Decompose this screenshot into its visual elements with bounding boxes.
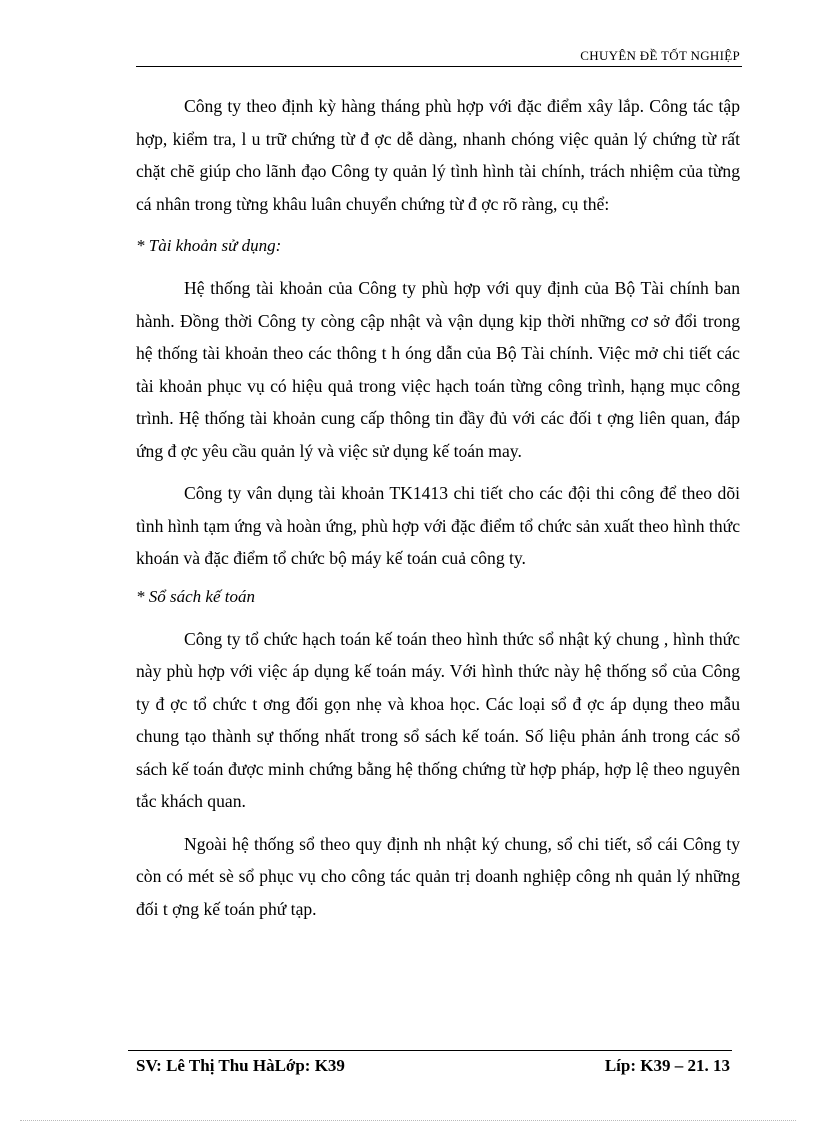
header-title: CHUYÊN ĐỀ TỐT NGHIỆP [580, 48, 740, 63]
page-bottom-dotted-border [20, 1120, 796, 1121]
footer-class: Líp: K39 – 21. 13 [604, 1056, 730, 1075]
paragraph-1: Công ty theo định kỳ hàng tháng phù hợp với đặc điểm xây lắp. Công tác tập hợp, kiểm tra, l u trữ chứng từ đ ợc dễ dàng, nhanh chóng việc quản lý chứng từ rất chặt chẽ giúp cho lãnh đạo Công ty quản lý tình hình tài chính, trách nhiệm của từng cá nhân trong từng khâu luân chuyển chứng từ đ ợc rõ ràng, cụ thể: [136, 96, 740, 214]
heading-accounts: * Tài khoản sử dụng: [136, 236, 282, 255]
footer-rule [128, 1050, 732, 1051]
paragraph-5: Ngoài hệ thống sổ theo quy định nh nhật ký chung, sổ chi tiết, sổ cái Công ty còn có mét sè sổ phục vụ cho công tác quản trị doanh nghiệp công nh quản lý những đối t ợng kế toán phứ tạp. [136, 833, 740, 919]
paragraph-4: Công ty tổ chức hạch toán kế toán theo hình thức sổ nhật ký chung , hình thức này phù hợp với việc áp dụng kế toán máy. Với hình thức này hệ thống sổ của Công ty đ ợc tổ chức t ơng đối gọn nhẹ và khoa học. Các loại sổ đ ợc áp dụng theo mẫu chung tạo thành sự thống nhất trong sổ sách kế toán. Số liệu phản ánh trong các sổ sách kế toán được minh chứng bằng hệ thống chứng từ hợp pháp, hợp lệ theo nguyên tắc khách quan. [136, 628, 740, 811]
paragraph-2: Hệ thống tài khoản của Công ty phù hợp với quy định của Bộ Tài chính ban hành. Đồng thời Công ty còng cập nhật và vận dụng kịp thời những cơ sở đổi trong hệ thống tài khoản theo các thông t h óng dẫn của Bộ Tài chính. Việc mở chi tiết các tài khoản phục vụ có hiệu quả trong việc hạch toán từng công trình, hạng mục công trình. Hệ thống tài khoản cung cấp thông tin đầy đủ với các đối t ợng liên quan, đáp ứng đ ợc yêu cầu quản lý và việc sử dụng kế toán may. [136, 278, 740, 461]
header-rule [136, 66, 742, 67]
document-body [136, 90, 740, 925]
paragraph-3: Công ty vân dụng tài khoản TK1413 chi tiết cho các đội thi công để theo dõi tình hình tạm ứng và hoàn ứng, phù hợp với đặc điểm tổ chức sản xuất theo hình thức khoán và đặc điểm tổ chức bộ máy kế toán cuả công ty. [136, 483, 740, 568]
footer-student: SV: Lê Thị Thu HàLớp: K39 [136, 1056, 345, 1075]
heading-books: * Sổ sách kế toán [136, 586, 255, 606]
